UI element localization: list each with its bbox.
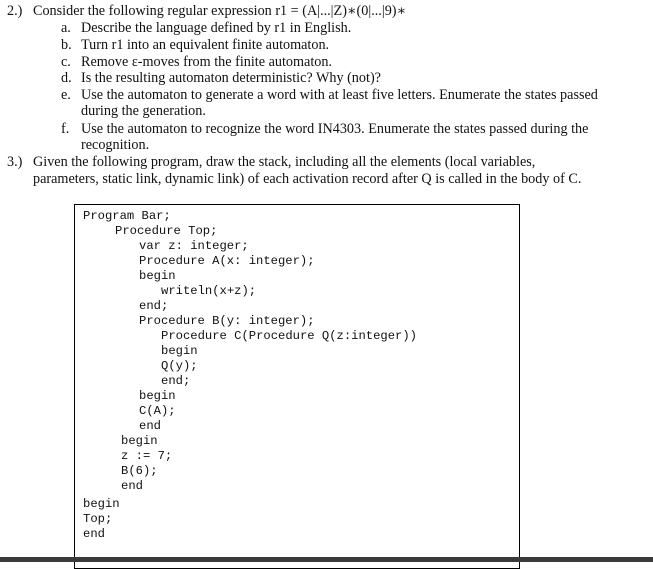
item-f-cont <box>81 137 149 153</box>
item-b <box>61 37 330 53</box>
code-line: begin <box>139 389 176 403</box>
item-c <box>61 54 333 70</box>
item-text: Describe the language defined by r1 in English. <box>81 20 352 36</box>
item-label: c. <box>61 54 71 70</box>
question-2 <box>7 3 407 19</box>
item-text: Turn r1 into an equivalent finite automaton. <box>81 37 330 53</box>
question-3-text-line-1: Given the following program, draw the stack, including all the elements (local variables, <box>33 154 536 170</box>
code-line: var z: integer; <box>139 239 249 253</box>
code-line: begin <box>139 269 176 283</box>
code-listing <box>74 204 520 569</box>
code-line: begin <box>161 344 198 358</box>
code-line: begin <box>83 497 120 511</box>
item-label: d. <box>61 70 72 86</box>
item-a <box>61 20 352 36</box>
code-line: writeln(x+z); <box>161 284 257 298</box>
item-f <box>61 121 589 137</box>
item-label: f. <box>61 121 70 137</box>
question-2-number: 2.) <box>7 3 23 19</box>
code-line: Procedure A(x: integer); <box>139 254 315 268</box>
code-line: begin <box>121 434 158 448</box>
code-line: Program Bar; <box>83 209 171 223</box>
question-3-text-line-2: parameters, static link, dynamic link) of each activation record after Q is called in the body of C. <box>33 171 582 187</box>
item-label: b. <box>61 37 72 53</box>
item-label: e. <box>61 87 71 103</box>
code-line: Procedure C(Procedure Q(z:integer)) <box>161 329 417 343</box>
item-text: Use the automaton to recognize the word IN4303. Enumerate the states passed during the <box>81 121 589 137</box>
question-2-text: Consider the following regular expression r1 = (A|...|Z)∗(0|...|9)∗ <box>33 3 407 19</box>
item-d <box>61 70 381 86</box>
code-line: end <box>83 527 105 541</box>
item-text: Remove ε-moves from the finite automaton. <box>81 54 333 70</box>
question-3 <box>7 154 536 170</box>
code-line: B(6); <box>121 464 158 478</box>
question-3-number: 3.) <box>7 154 23 170</box>
code-line: z := 7; <box>121 449 173 463</box>
code-line: C(A); <box>139 404 176 418</box>
code-line: end <box>121 479 143 493</box>
code-line: end <box>139 419 161 433</box>
code-line: end; <box>139 299 169 313</box>
code-line: Top; <box>83 512 113 526</box>
item-e <box>61 87 598 103</box>
code-line: Q(y); <box>161 359 198 373</box>
code-line: end; <box>161 374 191 388</box>
item-e-cont <box>81 103 206 119</box>
code-line: Procedure B(y: integer); <box>139 314 315 328</box>
code-line: Procedure Top; <box>115 224 218 238</box>
item-label: a. <box>61 20 71 36</box>
item-text: during the generation. <box>81 103 206 119</box>
item-text: Use the automaton to generate a word with at least five letters. Enumerate the states passed <box>81 87 598 103</box>
item-text: recognition. <box>81 137 150 153</box>
item-text: Is the resulting automaton deterministic? Why (not)? <box>81 70 381 86</box>
page-bottom-divider <box>0 557 653 562</box>
question-3-cont <box>33 171 581 187</box>
